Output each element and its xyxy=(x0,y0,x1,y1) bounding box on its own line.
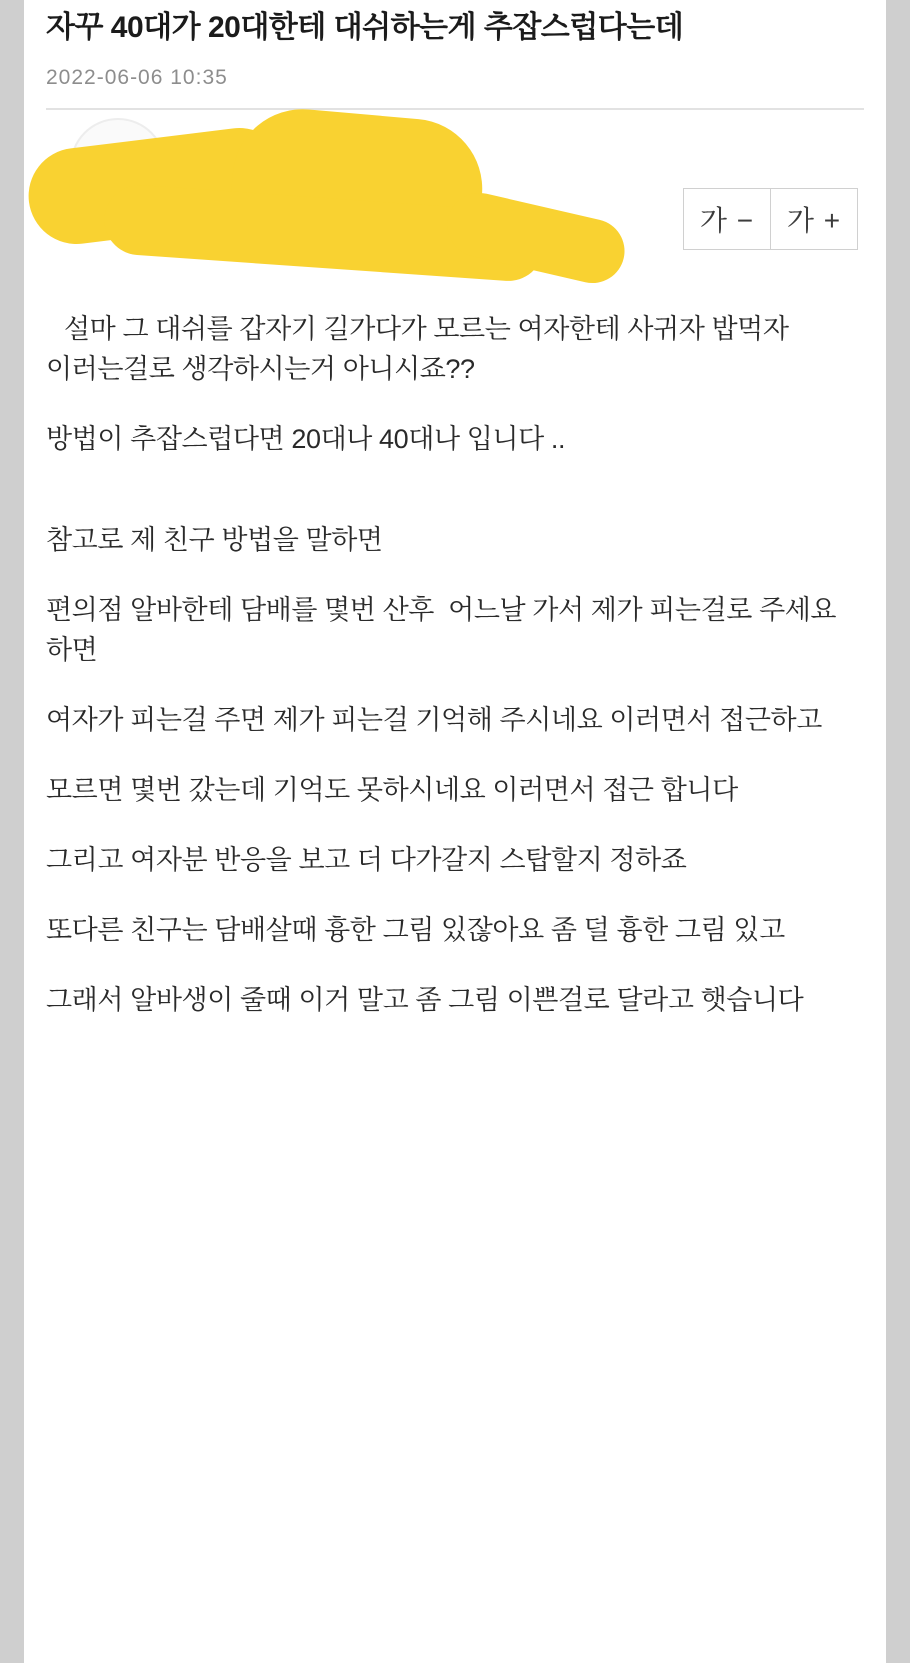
post-paragraph: 또다른 친구는 담배살때 흉한 그림 있잖아요 좀 덜 흉한 그림 있고 xyxy=(46,915,785,946)
post-content xyxy=(24,0,886,1663)
post-body xyxy=(46,310,864,1021)
post-paragraph: 설마 그 대쉬를 갑자기 길가다가 모르는 여자한테 사귀자 밥먹자 이러는걸로 생각하시는거 아니시죠?? xyxy=(46,313,796,384)
post-paragraph: 모르면 몇번 갔는데 기억도 못하시네요 이러면서 접근 합니다 xyxy=(46,775,738,806)
post-paragraph: 그리고 여자분 반응을 보고 더 다가갈지 스탑할지 정하죠 xyxy=(46,845,687,876)
font-decrease-button[interactable]: 가 − xyxy=(684,189,770,249)
font-increase-button[interactable]: 가 + xyxy=(770,189,857,249)
post-paragraph: 편의점 알바한테 담배를 몇번 산후 어느날 가서 제가 피는걸로 주세요 하면 xyxy=(46,595,851,666)
author-info-redacted xyxy=(46,110,864,306)
post-paragraph: 여자가 피는걸 주면 제가 피는걸 기억해 주시네요 이러면서 접근하고 xyxy=(46,705,822,736)
font-size-controls xyxy=(683,188,858,250)
page-title: 자꾸 40대가 20대한테 대쉬하는게 추잡스럽다는데 xyxy=(46,11,684,44)
page-right-edge xyxy=(886,0,910,1663)
post-timestamp: 2022-06-06 10:35 xyxy=(46,65,228,89)
page-left-edge xyxy=(0,0,24,1663)
post-paragraph: 참고로 제 친구 방법을 말하면 xyxy=(46,525,383,556)
post-paragraph: 방법이 추잡스럽다면 20대나 40대나 입니다 .. xyxy=(46,423,566,454)
post-paragraph: 그래서 알바생이 줄때 이거 말고 좀 그림 이쁜걸로 달라고 햇습니다 xyxy=(46,985,804,1016)
